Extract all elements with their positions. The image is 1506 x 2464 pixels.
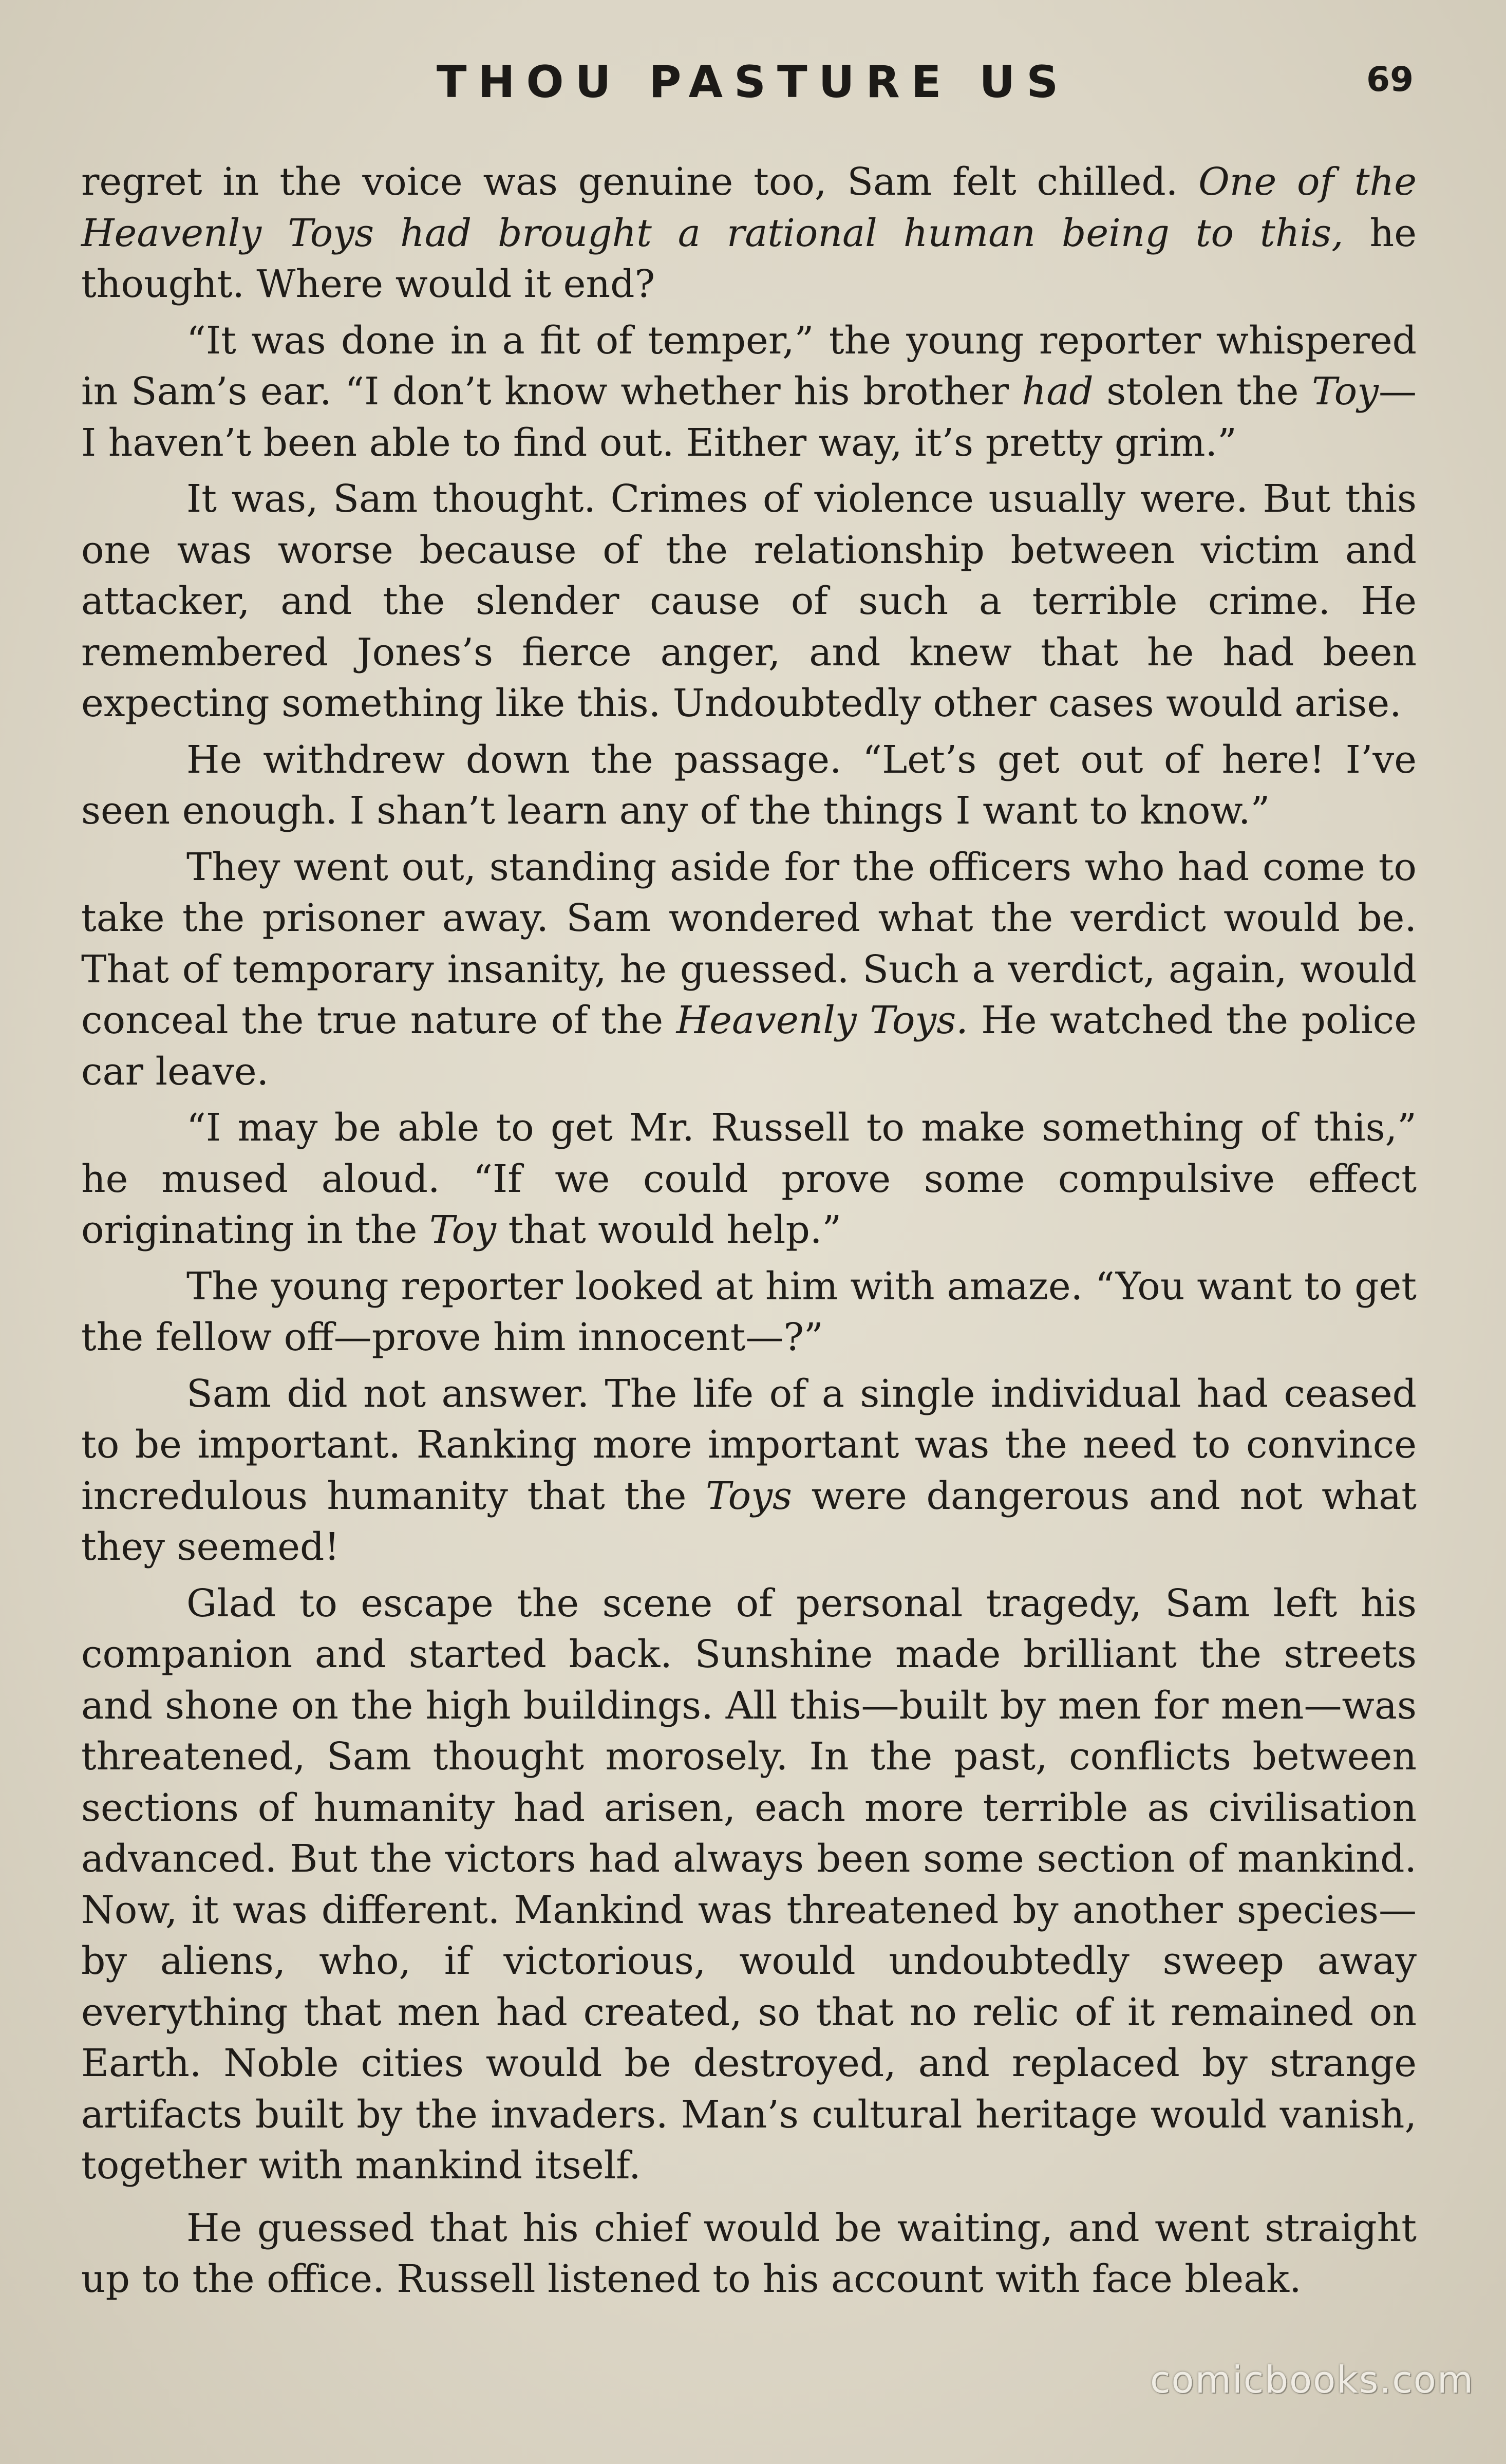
paragraph — [81, 157, 1417, 310]
italic-text: Heavenly Toys. — [676, 998, 968, 1042]
text-run: regret in the voice was genuine too, Sam felt chilled. — [81, 160, 1199, 204]
text-run: “It was done in a fit of temper,” the young reporter whispered in Sam’s ear. “I don’t know whether his brother — [81, 318, 1417, 414]
text-run: Sam did not answer. The life of a single individual had ceased to be important. Ranking more important was the need to convince incredulous humanity that the — [81, 1371, 1417, 1518]
text-run: He watched the police car leave. — [81, 998, 1417, 1094]
body-text — [81, 157, 1417, 2310]
running-title: THOU PASTURE US — [436, 57, 1070, 108]
text-run: He withdrew down the passage. “Let’s get out of here! I’ve seen enough. I shan’t learn any of the things I want to know.” — [81, 737, 1417, 833]
text-run: were dangerous and not what they seemed! — [81, 1473, 1417, 1569]
italic-text: One of the Heavenly Toys had brought a rational human being to this, — [81, 160, 1417, 255]
text-run: It was, Sam thought. Crimes of violence usually were. But this one was worse because of the relationship between victim and attacker, and the slender cause of such a terrible crime. He remembered Jones’s fierce anger, and knew that he had been expecting something like this. Undoubtedly other cases would arise. — [81, 477, 1417, 725]
text-run: he thought. Where would it end? — [81, 211, 1417, 306]
italic-text: Toy — [429, 1208, 496, 1252]
text-run: He guessed that his chief would be waiting, and went straight up to the office. Russell listened to his account with face bleak. — [81, 2206, 1417, 2301]
paragraph — [81, 1369, 1417, 1573]
text-run: “I may be able to get Mr. Russell to make something of this,” he mused aloud. “If we could prove some compulsive effect originating in the — [81, 1106, 1417, 1252]
text-run: stolen the — [1093, 369, 1312, 414]
paragraph — [81, 842, 1417, 1098]
page-header — [0, 57, 1506, 113]
paragraph — [81, 735, 1417, 837]
italic-text: had — [1022, 369, 1094, 414]
paragraph — [81, 1103, 1417, 1256]
italic-text: Toys — [706, 1473, 792, 1518]
paragraph — [81, 474, 1417, 730]
text-run: They went out, standing aside for the officers who had come to take the prisoner away. Sam wondered what the verdict would be. That of temporary insanity, he guessed. Such a verdict, again, would conceal the true nature of the — [81, 845, 1417, 1042]
paragraph — [81, 2203, 1417, 2305]
text-run: that would help.” — [496, 1208, 842, 1252]
paragraph — [81, 1261, 1417, 1364]
text-run: Glad to escape the scene of personal tragedy, Sam left his companion and started back. Sunshine made brilliant the streets and shone on the high buildings. All this—built by men for men—was threatened, Sam thought morosely. In the past, conflicts between sections of humanity had arisen, each more terrible as civilisation advanced. But the victors had always been some section of mankind. Now, it was different. Mankind was threatened by another species—by aliens, who, if victorious, would undoubtedly sweep away everything that men had created, so that no relic of it remained on Earth. Noble cities would be destroyed, and replaced by strange artifacts built by the invaders. Man’s cultural heritage would vanish, together with mankind itself. — [81, 1581, 1417, 2188]
paragraph — [81, 315, 1417, 469]
text-run: —I haven’t been able to find out. Either way, it’s pretty grim.” — [81, 369, 1417, 465]
watermark-text: comicbooks.com — [1150, 2358, 1474, 2401]
page-number: 69 — [1366, 60, 1414, 99]
text-run: The young reporter looked at him with amaze. “You want to get the fellow off—prove him innocent—?” — [81, 1264, 1417, 1359]
paragraph — [81, 1578, 1417, 2192]
italic-text: Toy — [1312, 369, 1379, 414]
